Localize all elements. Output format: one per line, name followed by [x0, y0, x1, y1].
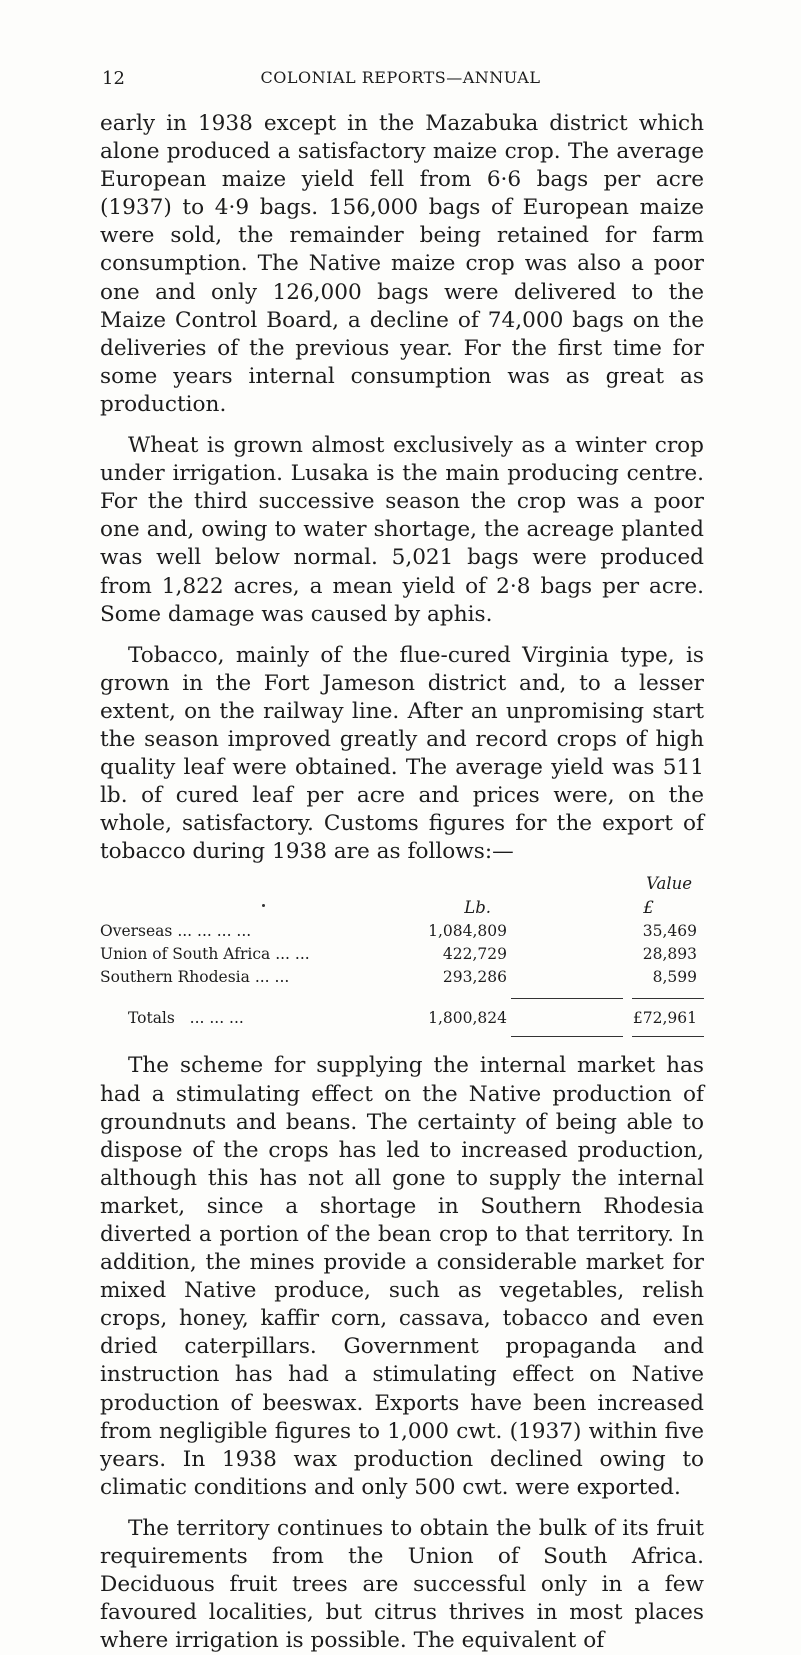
rule-value-top — [632, 998, 704, 999]
column-header-lb: Lb. — [464, 898, 491, 918]
column-header-pound: £ — [643, 898, 654, 919]
column-header-value: Value — [646, 874, 692, 894]
bullet-mark — [262, 904, 265, 907]
page-header — [102, 68, 699, 90]
paragraph-maize: early in 1938 except in the Mazabuka district which alone produced a satisfactory maize crop. The average European maize yield fell from 6·6 bags per acre (1937) to 4·9 bags. 156,000 bags of European maize were sold, the remainder being retained for farm consumption. The Native maize crop was also a poor one and only 126,000 bags were delivered to the Maize Control Board, a decline of 74,000 bags on the deliveries of the previous year. For the first time for some years internal consumption was as great as production. — [100, 111, 704, 417]
running-head: COLONIAL REPORTS—ANNUAL — [260, 68, 541, 87]
paragraph-groundnuts: The scheme for supplying the internal market has had a stimulating effect on the Native production of groundnuts and beans. The certainty of being able to dispose of the crops has led to increased production, although this has not all gone to supply the internal market, since a shortage in Southern Rhodesia diverted a portion of the bean crop to that territory. In addition, the mines provide a considerable market for mixed Native produce, such as vegetables, relish crops, honey, kaffir corn, cassava, tobacco and even dried caterpillars. Government propaganda and instruction has had a stimulating effect on Native production of beeswax. Exports have been increased from negligible figures to 1,000 cwt. (1937) within five years. In 1938 wax production declined owing to climatic conditions and only 500 cwt. were exported. — [100, 1053, 704, 1500]
row-label: Overseas ... ... ... ... — [100, 922, 252, 941]
row-label: Southern Rhodesia ... ... — [100, 968, 290, 987]
totals-label: Totals ... ... ... — [128, 1009, 244, 1028]
row-value: 8,599 — [652, 968, 697, 987]
row-lb: 293,286 — [442, 968, 507, 987]
body-text-top — [100, 110, 704, 866]
row-lb: 1,084,809 — [428, 922, 507, 941]
rule-lb-bottom — [511, 1036, 623, 1037]
row-value: 28,893 — [642, 945, 697, 964]
row-value: 35,469 — [642, 922, 697, 941]
paragraph-tobacco: Tobacco, mainly of the flue-cured Virginia type, is grown in the Fort Jameson district and, to a lesser extent, on the railway line. After an unpromising start the season improved greatly and record crops of high quality leaf were obtained. The average yield was 511 lb. of cured leaf per acre and prices were, on the whole, satisfactory. Customs figures for the export of tobacco during 1938 are as follows:— — [100, 642, 704, 865]
rule-lb-top — [511, 998, 623, 999]
row-label: Union of South Africa ... ... — [100, 945, 310, 964]
body-text-bottom — [100, 1052, 704, 1655]
rule-value-bottom — [632, 1036, 704, 1037]
row-lb: 422,729 — [442, 945, 507, 964]
totals-lb: 1,800,824 — [428, 1009, 507, 1028]
totals-value: £72,961 — [632, 1009, 697, 1028]
page-number: 12 — [102, 68, 125, 89]
paragraph-wheat: Wheat is grown almost exclusively as a winter crop under irrigation. Lusaka is the main producing centre. For the third successive season the crop was a poor one and, owing to water shortage, the acreage planted was well below normal. 5,021 bags were produced from 1,822 acres, a mean yield of 2·8 bags per acre. Some damage was caused by aphis. — [100, 433, 704, 627]
tobacco-export-table — [100, 874, 704, 1079]
paragraph-fruit: The territory continues to obtain the bulk of its fruit requirements from the Union of South Africa. Deciduous fruit trees are successful only in a few favoured localities, but citrus thrives in most places where irrigation is possible. The equivalent of — [100, 1515, 704, 1654]
